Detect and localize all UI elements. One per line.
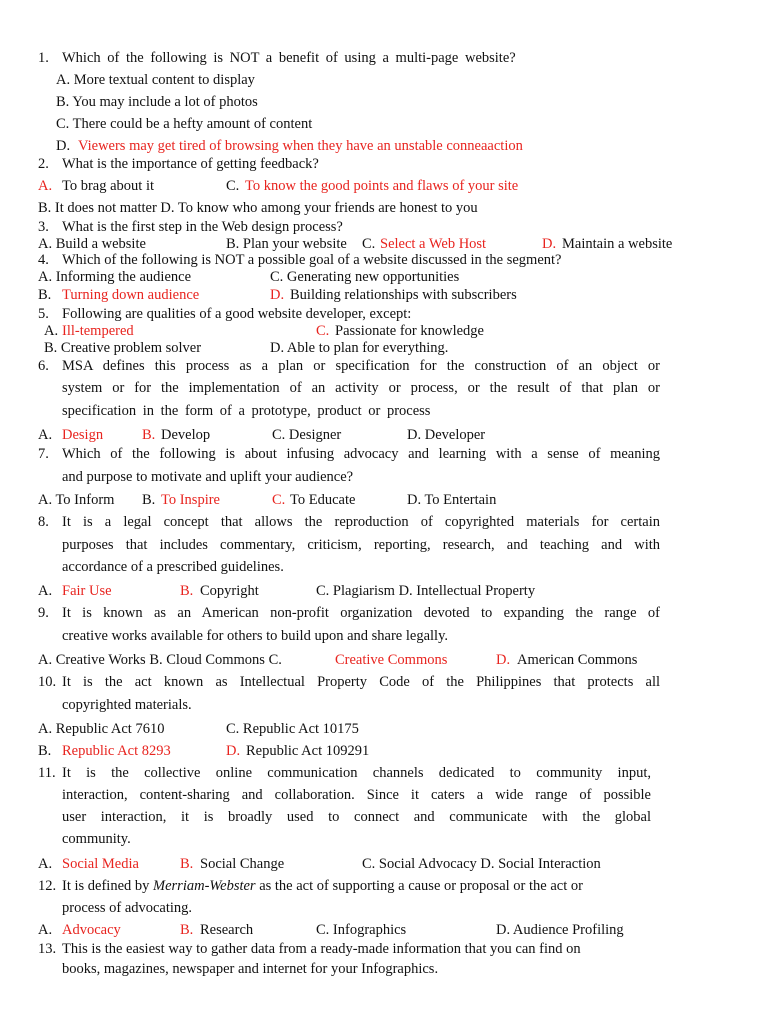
question-3-number: 3. xyxy=(38,219,49,235)
q7-option-d: D. To Entertain xyxy=(407,492,497,508)
question-12-line-2: process of advocating. xyxy=(62,900,193,916)
q10-option-b-letter: B. xyxy=(38,743,52,759)
q2-option-a-letter: A. xyxy=(38,178,53,194)
q12-option-b-letter: B. xyxy=(180,922,194,938)
q10-option-d-letter: D. xyxy=(226,743,241,759)
q7-option-a: A. To Inform xyxy=(38,492,115,508)
q12-text-post: as the act of supporting a cause or proposal or the act or xyxy=(259,878,583,894)
question-6-number: 6. xyxy=(38,358,49,374)
question-5-number: 5. xyxy=(38,306,49,322)
q10-option-a: A. Republic Act 7610 xyxy=(38,721,165,737)
q12-option-a-letter: A. xyxy=(38,922,53,938)
q2-option-c-letter: C. xyxy=(226,178,240,194)
question-3-text: What is the first step in the Web design process? xyxy=(62,219,343,235)
q4-option-c: C. Generating new opportunities xyxy=(270,269,460,285)
q1-option-b: B. You may include a lot of photos xyxy=(56,94,258,110)
question-11-line-3: user interaction, it is broadly used to connect and communicate with the global xyxy=(62,809,651,825)
q6-option-b: Develop xyxy=(161,427,211,443)
q5-option-c-letter: C. xyxy=(316,323,330,339)
q4-option-d-letter: D. xyxy=(270,287,285,303)
question-13-line-1: This is the easiest way to gather data from a ready-made information that you can find on xyxy=(62,941,581,957)
q6-option-a-answer: Design xyxy=(62,427,104,443)
question-10-line-1: It is the act known as Intellectual Property Code of the Philippines that protects all xyxy=(62,674,660,690)
q2-option-a: To brag about it xyxy=(62,178,155,194)
q1-option-a: A. More textual content to display xyxy=(56,72,255,88)
question-10-number: 10. xyxy=(38,674,57,690)
q11-option-b-letter: B. xyxy=(180,856,194,872)
q5-option-b: B. Creative problem solver xyxy=(44,340,202,356)
q3-option-b: B. Plan your website xyxy=(226,236,347,252)
question-6-line-2: system or for the implementation of an activity or process, or the result of that plan or xyxy=(62,380,660,396)
q7-option-c-letter: C. xyxy=(272,492,286,508)
q8-option-b: Copyright xyxy=(200,583,259,599)
question-10-line-2: copyrighted materials. xyxy=(62,697,192,713)
question-8-line-3: accordance of a prescribed guidelines. xyxy=(62,559,284,575)
q3-option-a: A. Build a website xyxy=(38,236,146,252)
question-6-line-1: MSA defines this process as a plan or specification for the construction of an object or xyxy=(62,358,660,374)
q12-option-c: C. Infographics xyxy=(316,922,407,938)
q11-option-a-letter: A. xyxy=(38,856,53,872)
q8-option-a-answer: Fair Use xyxy=(62,583,112,599)
q2-option-c-answer: To know the good points and flaws of your site xyxy=(245,178,519,194)
q4-option-d: Building relationships with subscribers xyxy=(290,287,517,303)
q12-option-b: Research xyxy=(200,922,254,938)
q10-option-b-answer: Republic Act 8293 xyxy=(62,743,171,759)
question-11-line-2: interaction, content-sharing and collaboration. Since it caters a wide range of possible xyxy=(62,787,651,803)
question-4-number: 4. xyxy=(38,252,49,268)
q9-option-c-answer: Creative Commons xyxy=(335,652,448,668)
q4-option-b-letter: B. xyxy=(38,287,52,303)
q4-option-a: A. Informing the audience xyxy=(38,269,192,285)
q4-option-b-answer: Turning down audience xyxy=(62,287,200,303)
question-12-number: 12. xyxy=(38,878,57,894)
question-7-number: 7. xyxy=(38,446,49,462)
q6-option-c: C. Designer xyxy=(272,427,342,443)
q6-option-b-letter: B. xyxy=(142,427,156,443)
question-8-number: 8. xyxy=(38,514,49,530)
question-9-number: 9. xyxy=(38,605,49,621)
q12-option-d: D. Audience Profiling xyxy=(496,922,624,938)
question-5-text: Following are qualities of a good website developer, except: xyxy=(62,306,412,322)
q12-option-a-answer: Advocacy xyxy=(62,922,121,938)
question-2-number: 2. xyxy=(38,156,49,172)
question-11-line-1: It is the collective online communication channels dedicated to community input, xyxy=(62,765,651,781)
q6-option-a-letter: A. xyxy=(38,427,53,443)
q1-option-d-letter: D. xyxy=(56,138,71,154)
q3-option-d-letter: D. xyxy=(542,236,557,252)
q9-options-a-b: A. Creative Works B. Cloud Commons C. xyxy=(38,652,282,668)
question-1-text: Which of the following is NOT a benefit of using a multi-page website? xyxy=(62,50,516,66)
q8-option-a-letter: A. xyxy=(38,583,53,599)
q11-option-b: Social Change xyxy=(200,856,285,872)
question-11-line-4: community. xyxy=(62,831,131,847)
q8-option-b-letter: B. xyxy=(180,583,194,599)
q5-option-d: D. Able to plan for everything. xyxy=(270,340,449,356)
q7-option-b-answer: To Inspire xyxy=(161,492,220,508)
question-12-line-1 xyxy=(62,877,583,895)
q3-option-c-letter: C. xyxy=(362,236,376,252)
q10-option-d: Republic Act 109291 xyxy=(246,743,370,759)
q12-source-italic: Merriam-Webster xyxy=(153,878,256,894)
q7-option-b-letter: B. xyxy=(142,492,156,508)
question-2-text: What is the importance of getting feedback? xyxy=(62,156,319,172)
question-7-line-1: Which of the following is about infusing advocacy and learning with a sense of meaning xyxy=(62,446,660,462)
q12-text-pre: It is defined by xyxy=(62,878,150,894)
q3-option-c-answer: Select a Web Host xyxy=(380,236,487,252)
q3-option-d: Maintain a website xyxy=(562,236,673,252)
q1-option-d-answer: Viewers may get tired of browsing when they have an unstable conneaaction xyxy=(78,138,523,154)
q5-option-a-answer: Ill-tempered xyxy=(62,323,134,339)
question-8-line-2: purposes that includes commentary, criticism, reporting, research, and teaching and with xyxy=(62,537,660,553)
question-9-line-2: creative works available for others to build upon and share legally. xyxy=(62,628,448,644)
question-9-line-1: It is known as an American non-profit organization devoted to expanding the range of xyxy=(62,605,660,621)
q1-option-c: C. There could be a hefty amount of content xyxy=(56,116,313,132)
q11-option-a-answer: Social Media xyxy=(62,856,139,872)
q8-options-c-d: C. Plagiarism D. Intellectual Property xyxy=(316,583,536,599)
question-4-text: Which of the following is NOT a possible goal of a website discussed in the segment? xyxy=(62,252,562,268)
question-1-number: 1. xyxy=(38,50,49,66)
question-6-line-3: specification in the form of a prototype, product or process xyxy=(62,403,431,419)
q2-options-b-d: B. It does not matter D. To know who among your friends are honest to you xyxy=(38,200,478,216)
question-13-number: 13. xyxy=(38,941,57,957)
question-13-line-2: books, magazines, newspaper and internet for your Infographics. xyxy=(62,961,439,977)
question-7-line-2: and purpose to motivate and uplift your audience? xyxy=(62,469,354,485)
q5-option-a-letter: A. xyxy=(44,323,59,339)
question-11-number: 11. xyxy=(38,765,56,781)
question-8-line-1: It is a legal concept that allows the reproduction of copyrighted materials for certain xyxy=(62,514,660,530)
q9-option-d-letter: D. xyxy=(496,652,511,668)
q9-option-d: American Commons xyxy=(517,652,638,668)
q10-option-c: C. Republic Act 10175 xyxy=(226,721,359,737)
q5-option-c: Passionate for knowledge xyxy=(335,323,484,339)
q7-option-c: To Educate xyxy=(290,492,356,508)
q11-options-c-d: C. Social Advocacy D. Social Interaction xyxy=(362,856,601,872)
q6-option-d: D. Developer xyxy=(407,427,486,443)
